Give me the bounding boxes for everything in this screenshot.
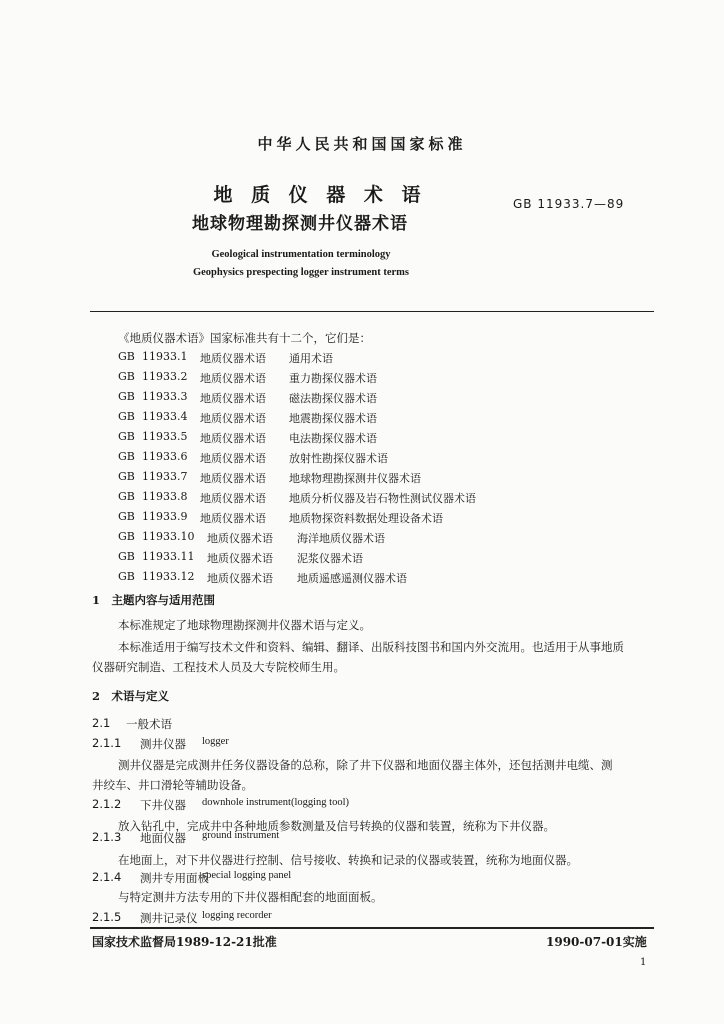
list-name: 泥浆仪器术语 bbox=[297, 552, 363, 565]
list-series: 地质仪器术语 bbox=[200, 432, 266, 445]
list-series: 地质仪器术语 bbox=[207, 572, 273, 585]
footer-divider bbox=[90, 927, 654, 929]
term-name: 测井专用面板 bbox=[140, 871, 209, 885]
term-name: 下井仪器 bbox=[140, 798, 186, 812]
term-number: 2.1.1 bbox=[92, 736, 122, 750]
title-cn-sub: 地球物理勘探测井仪器术语 bbox=[192, 214, 408, 234]
list-prefix: GB bbox=[118, 530, 135, 543]
title-en-main: Geological instrumentation terminology bbox=[211, 249, 391, 260]
list-number: 11933.9 bbox=[142, 510, 188, 523]
list-prefix: GB bbox=[118, 370, 135, 383]
list-prefix: GB bbox=[118, 410, 135, 423]
list-name: 通用术语 bbox=[289, 352, 333, 365]
section1-paragraph: 仪器研究制造、工程技术人员及大专院校师生用。 bbox=[92, 660, 345, 674]
list-prefix: GB bbox=[118, 450, 135, 463]
standard-org-title: 中华人民共和国国家标准 bbox=[257, 135, 467, 153]
list-prefix: GB bbox=[118, 490, 135, 503]
list-number: 11933.8 bbox=[142, 490, 188, 503]
term-name: 测井记录仪 bbox=[140, 911, 198, 925]
title-en-sub: Geophysics prespecting logger instrument terms bbox=[192, 267, 409, 278]
list-number: 11933.2 bbox=[142, 370, 188, 383]
term-name: 一般术语 bbox=[126, 717, 172, 731]
list-series: 地质仪器术语 bbox=[200, 392, 266, 405]
term-name: 测井仪器 bbox=[140, 737, 186, 751]
list-name: 海洋地质仪器术语 bbox=[297, 532, 385, 545]
list-number: 11933.6 bbox=[142, 450, 188, 463]
term-definition: 在地面上，对下井仪器进行控制、信号接收、转换和记录的仪器或装置，统称为地面仪器。 bbox=[118, 853, 578, 867]
term-number: 2.1.2 bbox=[92, 797, 122, 811]
list-number: 11933.1 bbox=[142, 350, 188, 363]
header-divider bbox=[90, 311, 654, 312]
term-english: ground instrument bbox=[202, 830, 280, 841]
standard-number: GB 11933.7—89 bbox=[513, 197, 625, 211]
list-prefix: GB bbox=[118, 510, 135, 523]
list-name: 放射性勘探仪器术语 bbox=[289, 452, 388, 465]
list-series: 地质仪器术语 bbox=[207, 532, 273, 545]
section2-heading: 2 术语与定义 bbox=[92, 689, 170, 703]
term-definition: 井绞车、井口滑轮等辅助设备。 bbox=[92, 778, 253, 792]
list-series: 地质仪器术语 bbox=[200, 492, 266, 505]
list-prefix: GB bbox=[118, 550, 135, 563]
list-number: 11933.3 bbox=[142, 390, 188, 403]
term-number: 2.1.4 bbox=[92, 870, 122, 884]
term-definition: 测井仪器是完成测井任务仪器设备的总称，除了井下仪器和地面仪器主体外，还包括测井电缆、测 bbox=[118, 758, 613, 772]
list-number: 11933.5 bbox=[142, 430, 188, 443]
list-prefix: GB bbox=[118, 570, 135, 583]
list-series: 地质仪器术语 bbox=[207, 552, 273, 565]
list-series: 地质仪器术语 bbox=[200, 372, 266, 385]
title-cn-main: 地 质 仪 器 术 语 bbox=[213, 184, 427, 206]
list-series: 地质仪器术语 bbox=[200, 452, 266, 465]
list-series: 地质仪器术语 bbox=[200, 352, 266, 365]
term-number: 2.1.3 bbox=[92, 830, 122, 844]
term-english: logger bbox=[202, 736, 229, 747]
list-prefix: GB bbox=[118, 350, 135, 363]
list-name: 地质分析仪器及岩石物性测试仪器术语 bbox=[289, 492, 476, 505]
list-number: 11933.4 bbox=[142, 410, 188, 423]
section1-paragraph: 本标准适用于编写技术文件和资料、编辑、翻译、出版科技图书和国内外交流用。也适用于从事地质 bbox=[118, 640, 624, 654]
list-number: 11933.7 bbox=[142, 470, 188, 483]
term-definition: 放入钻孔中，完成井中各种地质参数测量及信号转换的仪器和装置，统称为下井仪器。 bbox=[118, 819, 555, 833]
term-english: special logging panel bbox=[202, 870, 292, 881]
list-prefix: GB bbox=[118, 430, 135, 443]
list-name: 地球物理勘探测井仪器术语 bbox=[289, 472, 421, 485]
list-prefix: GB bbox=[118, 470, 135, 483]
list-name: 地震勘探仪器术语 bbox=[289, 412, 377, 425]
list-number: 11933.10 bbox=[142, 530, 195, 543]
list-prefix: GB bbox=[118, 390, 135, 403]
term-english: logging recorder bbox=[202, 910, 272, 921]
term-number: 2.1.5 bbox=[92, 910, 122, 924]
list-number: 11933.11 bbox=[142, 550, 195, 563]
term-definition: 与特定测井方法专用的下井仪器相配套的地面面板。 bbox=[118, 890, 383, 904]
list-name: 电法勘探仪器术语 bbox=[289, 432, 377, 445]
list-series: 地质仪器术语 bbox=[200, 472, 266, 485]
list-series: 地质仪器术语 bbox=[200, 412, 266, 425]
approval-date: 国家技术监督局1989-12-21批准 bbox=[92, 935, 277, 949]
page-number: 1 bbox=[640, 957, 647, 968]
list-name: 磁法勘探仪器术语 bbox=[289, 392, 377, 405]
list-name: 地质遥感遥测仪器术语 bbox=[297, 572, 407, 585]
section1-paragraph: 本标准规定了地球物理勘探测井仪器术语与定义。 bbox=[118, 618, 371, 632]
intro-text: 《地质仪器术语》国家标准共有十二个，它们是： bbox=[118, 331, 371, 345]
term-name: 地面仪器 bbox=[140, 831, 186, 845]
term-english: downhole instrument(logging tool) bbox=[202, 797, 349, 808]
list-number: 11933.12 bbox=[142, 570, 195, 583]
list-name: 重力勘探仪器术语 bbox=[289, 372, 377, 385]
implementation-date: 1990-07-01实施 bbox=[546, 935, 647, 949]
list-series: 地质仪器术语 bbox=[200, 512, 266, 525]
term-number: 2.1 bbox=[92, 716, 111, 730]
list-name: 地质物探资料数据处理设备术语 bbox=[289, 512, 443, 525]
section1-heading: 1 主题内容与适用范围 bbox=[92, 593, 216, 607]
